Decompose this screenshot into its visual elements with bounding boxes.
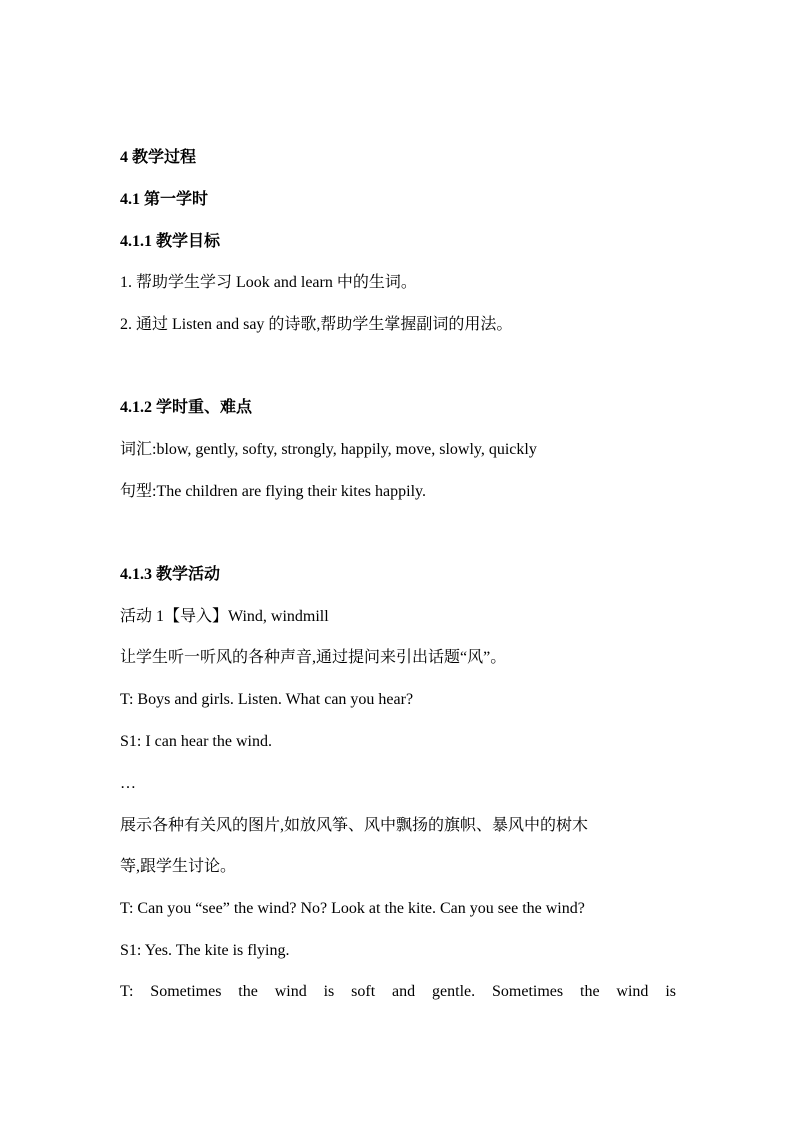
activity-title: 活动 1【导入】Wind, windmill xyxy=(120,608,329,625)
ellipsis-line: … xyxy=(120,775,136,792)
objective-item: 1. 帮助学生学习 Look and learn 中的生词。 xyxy=(120,274,417,291)
objective-item: 2. 通过 Listen and say 的诗歌,帮助学生掌握副词的用法。 xyxy=(120,316,513,333)
body-paragraph: 等,跟学生讨论。 xyxy=(120,858,237,875)
section-heading: 4 教学过程 xyxy=(120,149,197,166)
subsection-heading: 4.1.3 教学活动 xyxy=(120,566,221,583)
dialogue-line: S1: I can hear the wind. xyxy=(120,733,272,750)
subsection-heading: 4.1 第一学时 xyxy=(120,191,209,208)
sentence-pattern-line: 句型:The children are flying their kites happily. xyxy=(120,483,426,500)
vocabulary-line: 词汇:blow, gently, softy, strongly, happily, move, slowly, quickly xyxy=(120,441,537,458)
subsection-heading: 4.1.1 教学目标 xyxy=(120,233,221,250)
dialogue-line: S1: Yes. The kite is flying. xyxy=(120,942,290,959)
dialogue-line: T: Sometimes the wind is soft and gentle. Sometimes the wind is xyxy=(120,983,676,1000)
body-paragraph: 让学生听一听风的各种声音,通过提问来引出话题“风”。 xyxy=(120,649,507,666)
subsection-heading: 4.1.2 学时重、难点 xyxy=(120,399,253,416)
dialogue-line: T: Can you “see” the wind? No? Look at the kite. Can you see the wind? xyxy=(120,900,585,917)
body-paragraph: 展示各种有关风的图片,如放风筝、风中飘扬的旗帜、暴风中的树木 xyxy=(120,817,589,834)
dialogue-line: T: Boys and girls. Listen. What can you hear? xyxy=(120,691,414,708)
